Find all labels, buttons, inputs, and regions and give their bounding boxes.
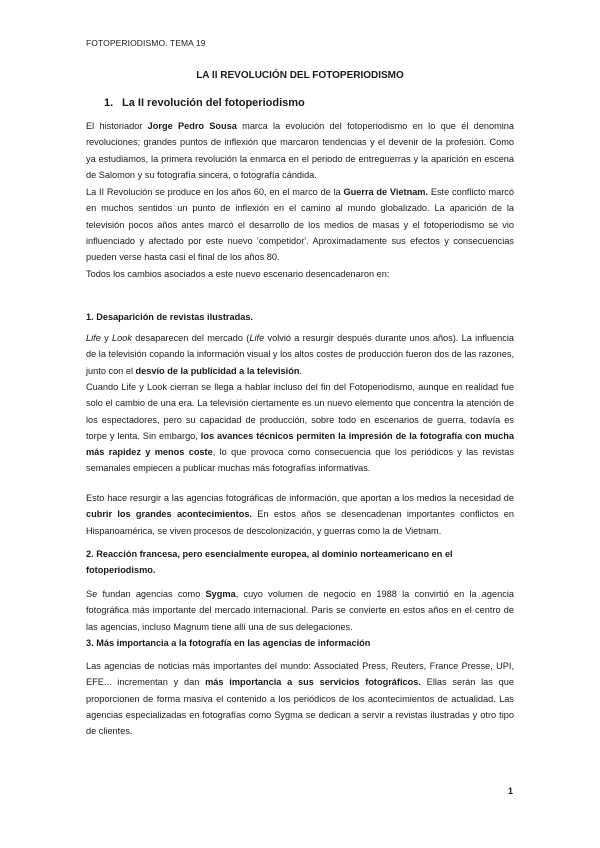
- text-run: En estos años se desencadenan importantes conflictos en Hispanoamérica, se viven procesos de descolonización, y guerras como la de Vietnam.: [86, 509, 515, 536]
- text-run: , lo que provoca como consecuencia que los periódicos y las revistas semanales empiecen a publicar muchas más fotografías informativas.: [86, 447, 514, 474]
- text-run: marca la evolución del fotoperiodismo en lo que él denomina revoluciones; grandes puntos de inflexión que marcaron tendencias y el devenir de la profesión. Como ya estudiamos, la primera revolución la enmarca en el periodo de entreguerras y la aparición en escena de Salomon y su fotografía sincera, o fotografía cándida.: [86, 121, 515, 180]
- page-number: 1: [508, 786, 514, 796]
- magazine-name: Look: [112, 333, 132, 343]
- text-run: Cuando Life y Look cierran se llega a hablar incluso del fin del Fotoperiodismo, aunque en realidad fue solo el cambio de una era. La televisión ciertamente es un nuevo elemento que concentra la atención de los espectadores, pero su capacidad de producción, sobre todo en escenarios de guerra, todavía es torpe y lenta. Sin embargo,: [86, 382, 514, 441]
- paragraph-life-look: [86, 330, 514, 379]
- running-header: FOTOPERIODISMO. TEMA 19: [86, 38, 206, 48]
- section-heading: [104, 97, 305, 109]
- item-1-heading: 1. Desaparición de revistas ilustradas.: [86, 312, 253, 322]
- section-number: 1.: [104, 97, 114, 109]
- emphasis-technical-advances: los avances técnicos permiten la impresión de la fotografía con mucha más rapidez y menos coste: [86, 430, 514, 458]
- text-run: .: [299, 365, 303, 376]
- paragraph-intro: [86, 118, 514, 183]
- paragraph-tv-era: [86, 379, 514, 477]
- agency-name: Sygma: [205, 589, 236, 599]
- text-run: Se fundan agencias como: [86, 589, 206, 599]
- text-run: y: [100, 333, 113, 343]
- text-run: Este conflicto marcó en muchos sentidos un punto de inflexión en el camino al mundo globalizado. La aparición de la televisión pocos años antes marcó el desarrollo de los medios de masas y el fotoperiodismo se vio influenciado y afectado por este nuevo 'competidor'. Aproximadamente sus efectos y consecuencias pueden verse hasta casi el final de los años 80.: [86, 187, 514, 263]
- item-2-heading: 2. Reacción francesa, pero esencialmente europea, al dominio norteamericano en el fotoperiodismo.: [86, 549, 453, 575]
- paragraph-news-agencies: [86, 658, 514, 739]
- paragraph-second-revolution: [86, 184, 514, 265]
- emphasis-major-events: cubrir los grandes acontecimientos.: [86, 509, 252, 520]
- text-run: Esto hace resurgir a las agencias fotográficas de información, que aportan a los medios la necesidad de: [86, 493, 514, 503]
- text-run: Ellas serán las que proporcionen de forma masiva el contenido a los periódicos de los acontecimientos de actualidad. Las agencias especializadas en fotografías como Sygma se dedican a servir a revistas ilustradas y otro tipo de clientes.: [86, 677, 514, 737]
- emphasis-photo-services: más importancia a sus servicios fotográficos.: [205, 677, 421, 688]
- magazine-name: Life: [249, 333, 265, 343]
- paragraph-sygma: [86, 586, 514, 635]
- text-run: volvió a resurgir después durante unos años). La influencia de la televisión copando la información visual y los altos costes de producción fueron dos de las razones, junto con el: [86, 333, 515, 376]
- section-heading-text: La II revolución del fotoperiodismo: [122, 97, 305, 109]
- emphasis-vietnam: Guerra de Vietnam.: [343, 187, 429, 197]
- text-run: Las agencias de noticias más importantes del mundo: Associated Press, Reuters, France Presse, UPI, EFE... incrementan y dan: [86, 661, 514, 688]
- text-run: desaparecen del mercado (: [131, 333, 250, 343]
- paragraph-changes-intro: Todos los cambios asociados a este nuevo escenario desencadenaron en:: [86, 269, 390, 279]
- text-run: La II Revolución se produce en los años 60, en el marco de la: [86, 187, 344, 197]
- item-3-heading: 3. Más importancia a la fotografía en las agencias de información: [86, 638, 371, 648]
- text-run: El historiador: [86, 121, 148, 131]
- magazine-name: Life: [86, 333, 101, 343]
- text-run: , cuyo volumen de negocio en 1988 la convirtió en la agencia fotográfica más importante del mercado internacional. París se convierte en estos años en el centro de las agencias, incluso Magnum tiene allí una de sus delegaciones.: [86, 589, 514, 632]
- paragraph-agencies-resurge: [86, 490, 514, 539]
- emphasis-advertising: desvío de la publicidad a la televisión: [135, 365, 300, 376]
- page-title: LA II REVOLUCIÓN DEL FOTOPERIODISMO: [196, 70, 404, 81]
- author-name: Jorge Pedro Sousa: [147, 121, 237, 131]
